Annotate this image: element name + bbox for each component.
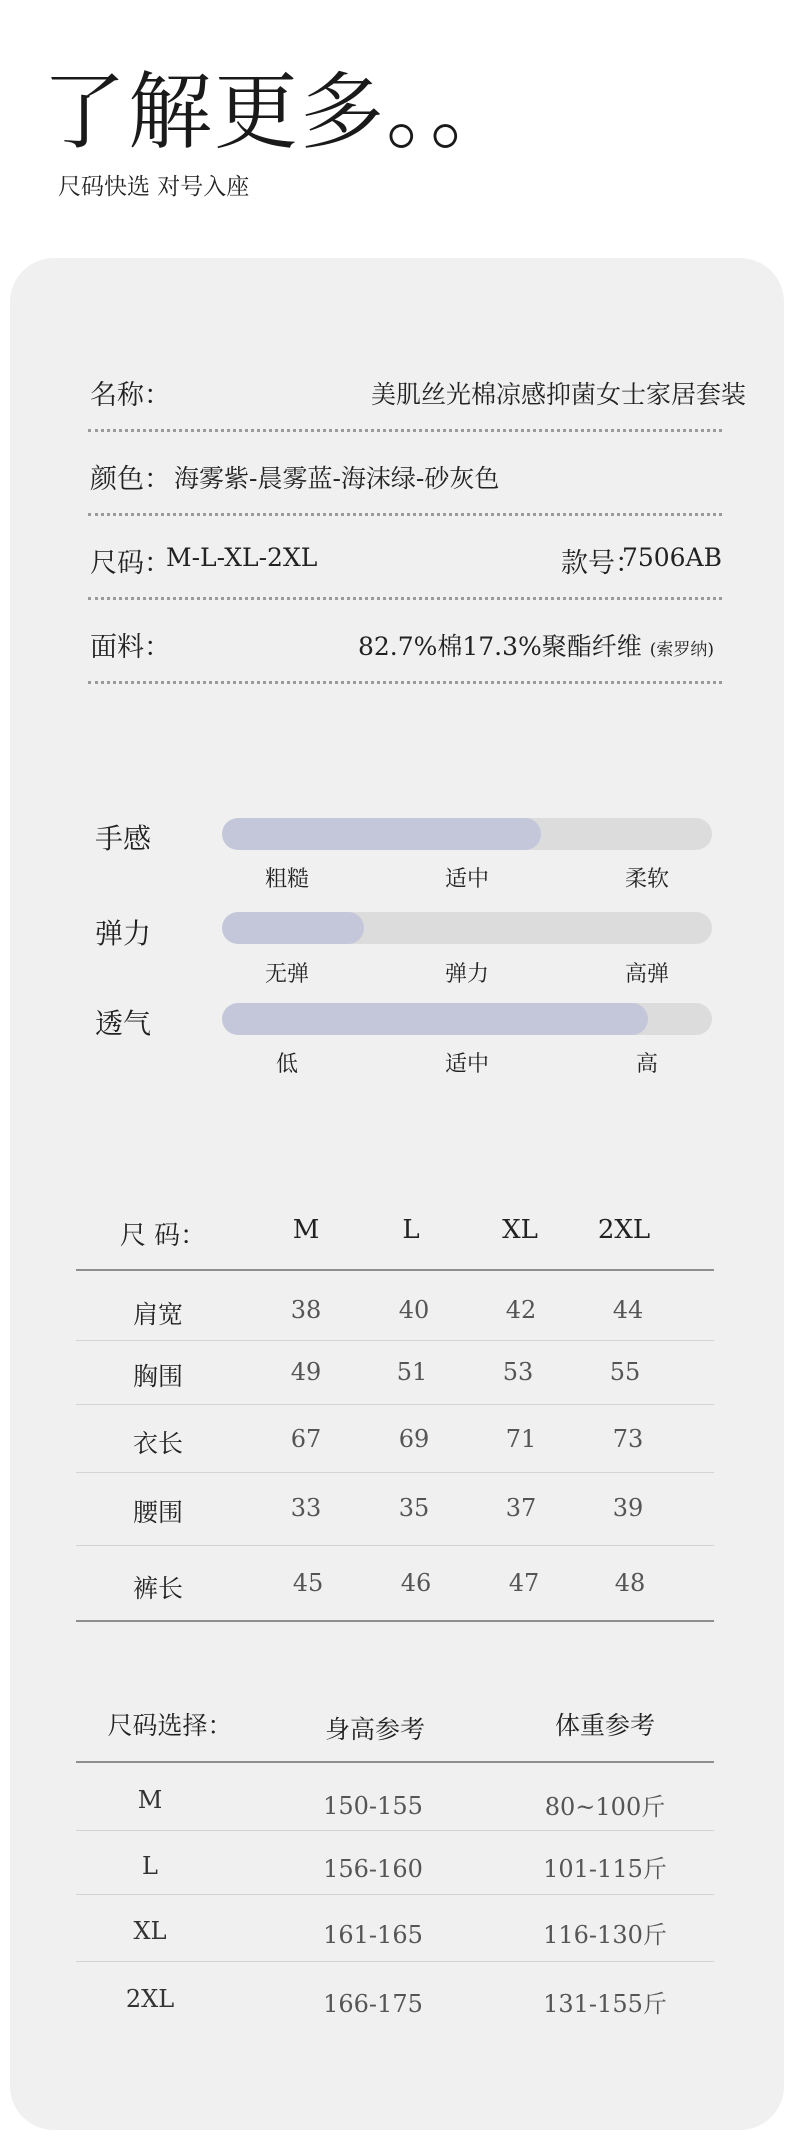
size-table-col-header: XL	[502, 1215, 538, 1245]
size-cell: 35	[398, 1494, 430, 1522]
size-cell: 51	[396, 1358, 428, 1386]
size-row-label: 裤长	[132, 1574, 183, 1603]
attr-tick: 高弹	[624, 962, 669, 987]
choose-table-header-divider	[76, 1761, 714, 1763]
fabric-value-wrap	[358, 627, 714, 663]
info-row-color	[88, 429, 722, 516]
weight-header: 体重参考	[554, 1711, 655, 1740]
attr-tick: 弹力	[444, 962, 489, 987]
attr-fill-elasticity	[222, 912, 364, 944]
attr-tick: 适中	[444, 1052, 489, 1077]
size-cell: 39	[612, 1494, 644, 1522]
attr-tick: 高	[635, 1052, 658, 1077]
size-row-label: 肩宽	[132, 1300, 183, 1329]
info-row-size-style	[88, 513, 722, 600]
fabric-note: (索罗纳)	[649, 640, 714, 660]
color-value: 海雾紫-晨雾蓝-海沫绿-砂灰色	[174, 464, 500, 493]
size-label: 尺码：	[90, 548, 171, 579]
choose-height: 156-160	[323, 1855, 423, 1883]
attr-track-hand-feel	[222, 818, 712, 850]
color-label: 颜色：	[90, 464, 171, 495]
page-title: 了解更多。。	[42, 63, 517, 161]
choose-height: 161-165	[323, 1921, 423, 1949]
size-table-bottom-divider	[76, 1620, 714, 1622]
size-cell: 71	[505, 1425, 537, 1453]
size-cell: 67	[290, 1425, 322, 1453]
choose-height: 150-155	[323, 1792, 423, 1820]
size-cell: 69	[398, 1425, 430, 1453]
attr-tick: 无弹	[264, 962, 309, 987]
name-label: 名称：	[90, 380, 171, 411]
size-cell: 47	[508, 1569, 540, 1597]
fabric-label: 面料：	[90, 632, 171, 663]
size-cell: 46	[400, 1569, 432, 1597]
height-header: 身高参考	[324, 1715, 425, 1744]
choose-height: 166-175	[323, 1990, 423, 2018]
style-value: 7506AB	[621, 543, 722, 572]
attr-label-hand-feel: 手感	[95, 822, 152, 855]
size-cell: 40	[398, 1296, 430, 1324]
row-divider	[76, 1340, 714, 1341]
attr-label-elasticity: 弹力	[95, 917, 152, 950]
attr-tick: 柔软	[624, 867, 669, 892]
choose-weight: 116-130斤	[543, 1921, 667, 1949]
attr-fill-hand-feel	[222, 818, 541, 850]
size-table-col-header: 2XL	[597, 1215, 651, 1245]
attr-tick: 低	[275, 1052, 298, 1077]
size-cell: 42	[505, 1296, 537, 1324]
size-cell: 49	[290, 1358, 322, 1386]
choose-size: L	[142, 1852, 158, 1880]
choose-size: XL	[133, 1917, 167, 1945]
page-subtitle: 尺码快选 对号入座	[58, 174, 250, 200]
size-cell: 53	[502, 1358, 534, 1386]
style-label: 款号：	[561, 548, 642, 579]
attr-tick: 适中	[444, 867, 489, 892]
size-value: M-L-XL-2XL	[166, 543, 318, 572]
info-row-name	[88, 345, 746, 432]
size-table-header-label: 尺 码：	[119, 1221, 207, 1251]
name-value: 美肌丝光棉凉感抑菌女士家居套装	[370, 380, 746, 409]
row-divider	[76, 1472, 714, 1473]
row-divider	[76, 1545, 714, 1546]
attr-tick: 粗糙	[264, 867, 309, 892]
attr-track-elasticity	[222, 912, 712, 944]
size-row-label: 衣长	[132, 1429, 183, 1458]
attr-track-breathability	[222, 1003, 712, 1035]
info-row-fabric	[88, 597, 722, 684]
row-divider	[76, 1894, 714, 1895]
choose-weight: 101-115斤	[543, 1855, 667, 1883]
size-cell: 45	[292, 1569, 324, 1597]
row-divider	[76, 1830, 714, 1831]
size-cell: 55	[609, 1358, 641, 1386]
size-cell: 44	[612, 1296, 644, 1324]
row-divider	[76, 1961, 714, 1962]
row-divider	[76, 1404, 714, 1405]
size-table-col-header: M	[292, 1215, 320, 1245]
choose-weight: 131-155斤	[543, 1990, 667, 2018]
size-row-label: 胸围	[132, 1362, 183, 1391]
size-cell: 38	[290, 1296, 322, 1324]
choose-size: 2XL	[125, 1985, 175, 2013]
attr-label-breathability: 透气	[95, 1007, 152, 1040]
choose-weight: 80~100斤	[544, 1793, 666, 1821]
choose-table-header-label: 尺码选择：	[107, 1711, 233, 1740]
attr-fill-breathability	[222, 1003, 648, 1035]
fabric-value: 82.7%棉17.3%聚酯纤维	[357, 632, 642, 661]
size-table-col-header: L	[402, 1215, 420, 1245]
size-cell: 48	[614, 1569, 646, 1597]
size-table-header-divider	[76, 1269, 714, 1271]
choose-size: M	[137, 1786, 163, 1814]
size-row-label: 腰围	[132, 1498, 183, 1527]
size-cell: 33	[290, 1494, 322, 1522]
size-cell: 73	[612, 1425, 644, 1453]
size-cell: 37	[505, 1494, 537, 1522]
